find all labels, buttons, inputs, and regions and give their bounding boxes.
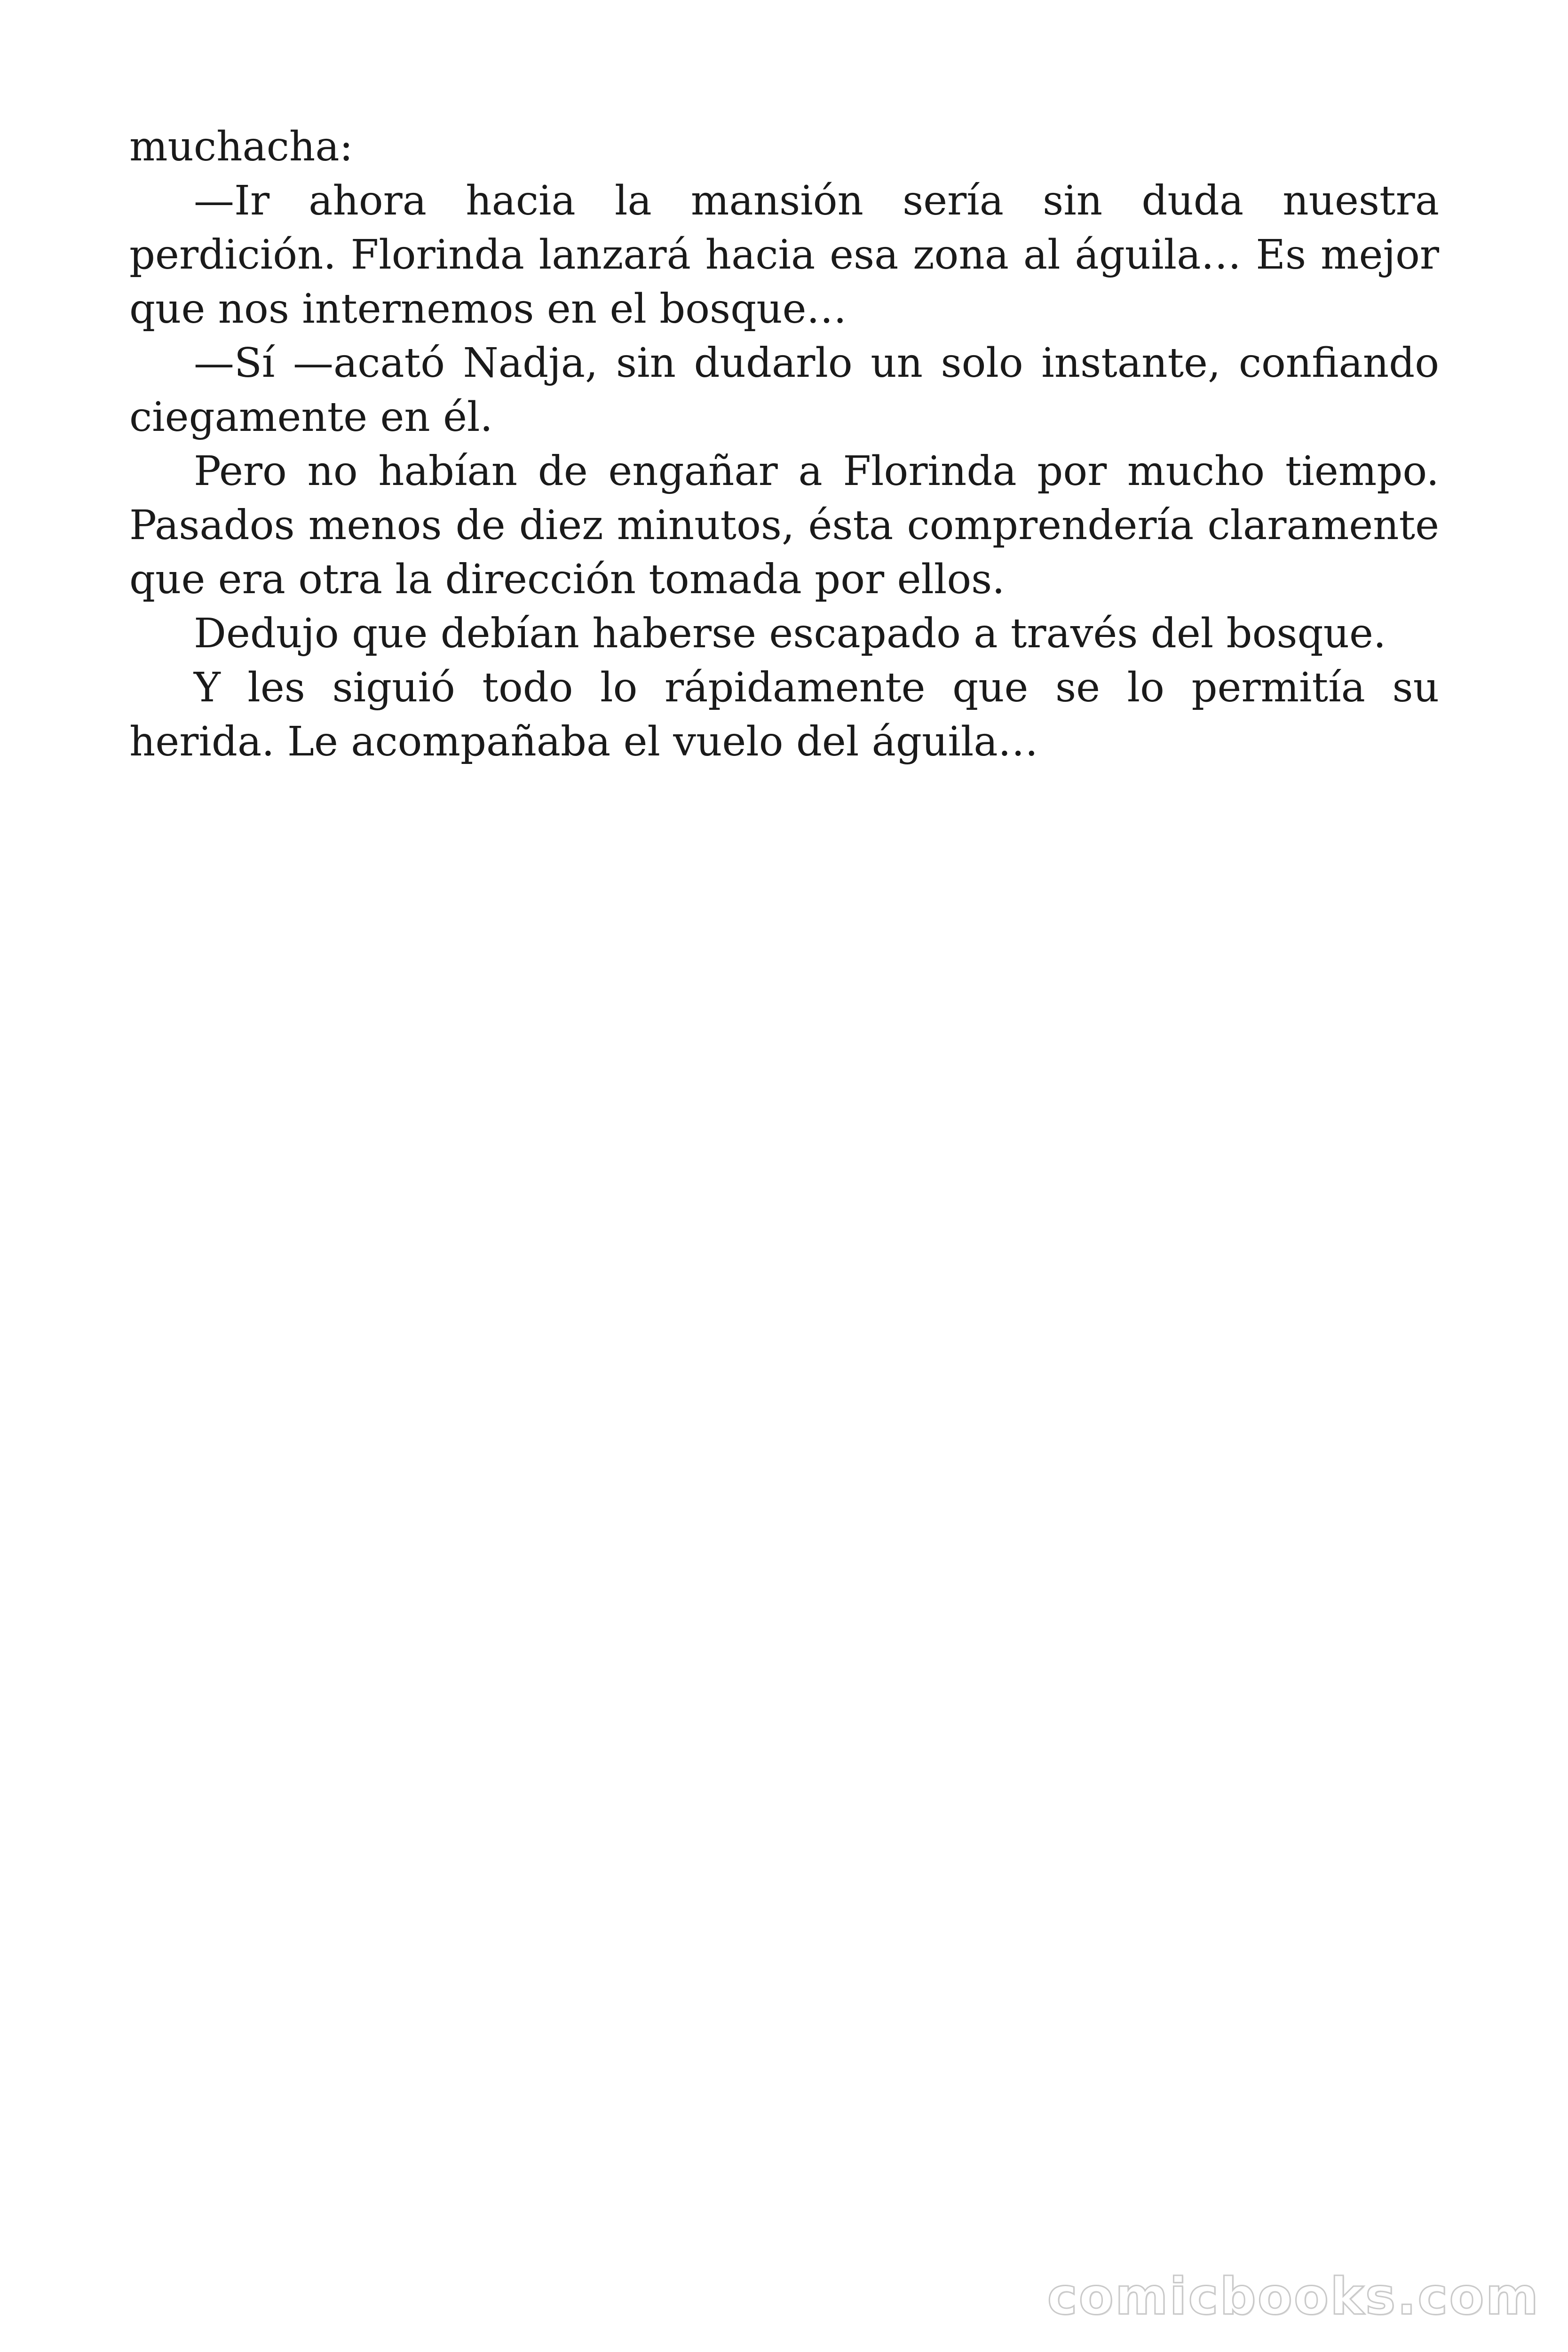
paragraph-dialogue-perdicion: —Ir ahora hacia la mansión sería sin duda nuestra perdición. Florinda lanzará hacia esa zona al águila… Es mejor que nos internemos en el bosque… [129,177,1439,333]
paragraph-dialogue-nadja: —Sí —acató Nadja, sin dudarlo un solo instante, confiando ciegamente en él. [129,340,1439,441]
paragraph-siguio: Y les siguió todo lo rápidamente que se lo permitía su herida. Le acompañaba el vuelo del águila… [129,664,1439,765]
paragraph-dedujo: Dedujo que debían haberse escapado a través del bosque. [194,610,1386,657]
paragraph-florinda: Pero no habían de engañar a Florinda por mucho tiempo. Pasados menos de diez minutos, ésta comprendería claramente que era otra la dirección tomada por ellos. [129,448,1439,603]
watermark-logo: comicbooks.com [1047,2267,1540,2326]
body-text [129,120,1439,769]
paragraph-continuation: muchacha: [129,123,353,170]
